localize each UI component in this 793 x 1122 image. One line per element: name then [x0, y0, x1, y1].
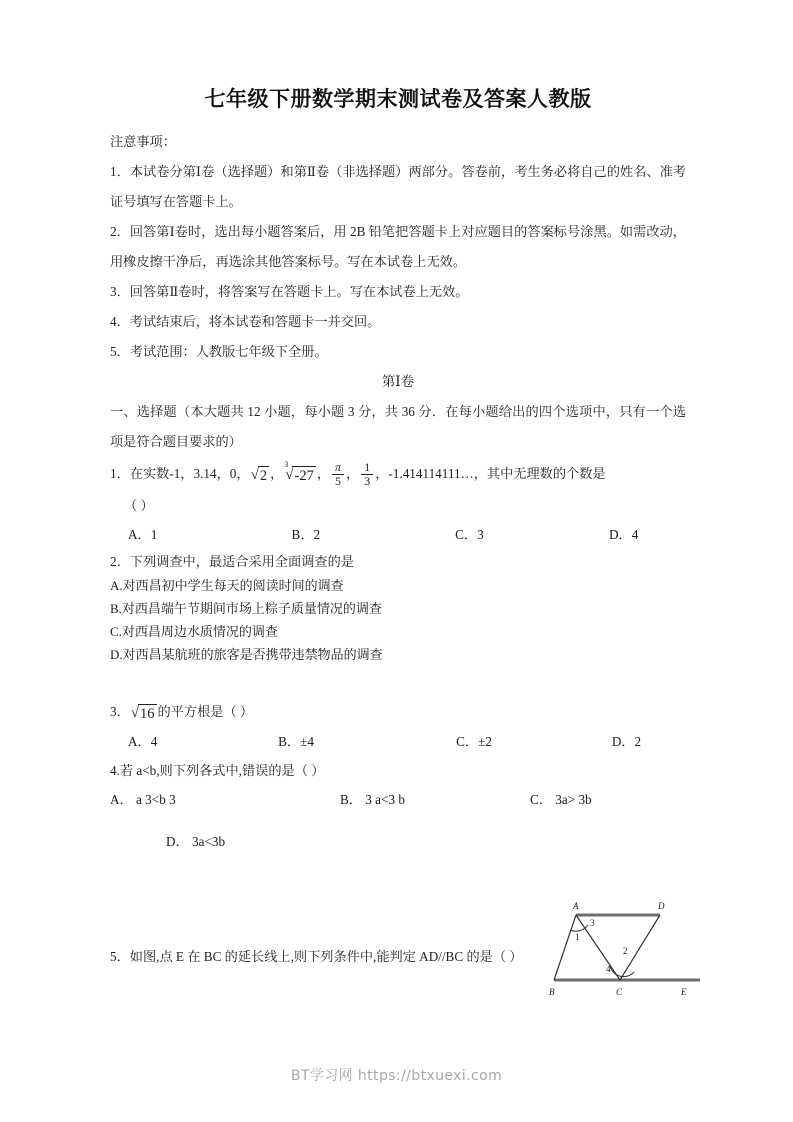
question-2-option-a[interactable]: A.对西昌初中学生每天的阅读时间的调查: [110, 578, 344, 594]
question-3-stem-suffix: 的平方根是（ ）: [157, 704, 254, 720]
question-1-sep-2: ，: [316, 466, 331, 482]
question-1-option-b[interactable]: B．2: [291, 527, 321, 543]
notice-item-5: 5．考试范围：人教版七年级下全册。: [110, 344, 328, 360]
question-1-options: [110, 521, 686, 549]
question-4-option-a[interactable]: A． a 3<b 3: [110, 792, 176, 808]
question-4-stem: [110, 756, 686, 785]
question-4-stem-text: 若 a<b,则下列各式中,错误的是（ ）: [119, 763, 325, 779]
sqrt-16: √ 16: [130, 704, 155, 722]
label-angle-4: 4: [606, 964, 611, 974]
question-1-stem-suffix: ，-1.414114111…，其中无理数的个数是: [375, 466, 606, 482]
question-2-stem-text: 下列调查中，最适合采用全面调查的是: [129, 554, 354, 570]
question-1-option-c[interactable]: C．3: [455, 527, 484, 543]
notice-item-3: 3．回答第Ⅱ卷时，将答案写在答题卡上。写在本试卷上无效。: [110, 284, 469, 300]
notice-item-1: 1．本试卷分第Ⅰ卷（选择题）和第Ⅱ卷（非选择题）两部分。答卷前，考生务必将自己的姓名、准考证号填写在答题卡上。: [110, 164, 686, 210]
question-1-stem-prefix: 在实数-1，3.14，0，: [129, 466, 250, 482]
footer-watermark: BT学习网 https://btxuexi.com: [290, 1068, 503, 1084]
question-1-sep-3: ，: [346, 466, 360, 482]
label-B: B: [549, 987, 555, 997]
question-5-number: 5．: [110, 948, 130, 964]
question-2-stem: [110, 549, 686, 574]
question-5-stem-text: 如图,点 E 在 BC 的延长线上,则下列条件中,能判定 AD//BC 的是（ ）: [129, 948, 523, 964]
section-heading-volume-1: 第Ⅰ卷: [381, 374, 415, 390]
cube-root-minus-27: 3 √ -27: [284, 459, 314, 484]
parallel-lines-svg: [548, 892, 710, 1000]
question-4-option-d[interactable]: D． 3a<3b: [166, 834, 226, 850]
question-1-number: 1．: [110, 466, 130, 482]
question-3-number: 3．: [110, 704, 130, 720]
question-1-option-a[interactable]: A．1: [128, 527, 158, 543]
label-angle-2: 2: [623, 946, 628, 956]
question-2-number: 2．: [110, 554, 130, 570]
question-2-option-c[interactable]: C.对西昌周边水质情况的调查: [110, 624, 278, 640]
page-title: 七年级下册数学期末测试卷及答案人教版: [204, 87, 592, 111]
question-4-options: [110, 785, 686, 815]
question-3-option-c[interactable]: C．±2: [456, 734, 492, 750]
question-2-options: [110, 574, 686, 666]
question-2-option-b[interactable]: B.对西昌端午节期间市场上粽子质量情况的调查: [110, 601, 382, 617]
question-3-options: [110, 728, 686, 756]
question-1-answer-blank: （ ）: [124, 498, 154, 514]
fraction-1-over-3: $\frac{1}{3}$: [361, 461, 373, 487]
question-1-sep-1: ，: [270, 466, 284, 482]
label-angle-1: 1: [575, 932, 580, 942]
label-C: C: [616, 987, 623, 997]
question-4-option-b[interactable]: B． 3 a<3 b: [340, 792, 405, 808]
question-3-option-b[interactable]: B．±4: [278, 734, 314, 750]
question-3-option-a[interactable]: A．4: [128, 734, 158, 750]
segment-AC: [576, 915, 620, 980]
fraction-pi-over-5: $\frac{\pi}{5}$: [332, 461, 344, 487]
question-4-option-c[interactable]: C． 3a> 3b: [530, 792, 592, 808]
question-2-option-d[interactable]: D.对西昌某航班的旅客是否携带违禁物品的调查: [110, 647, 383, 663]
question-1-stem: [110, 457, 686, 491]
label-angle-3: 3: [590, 918, 595, 928]
notice-item-4: 4．考试结束后，将本试卷和答题卡一并交回。: [110, 314, 381, 330]
label-D: D: [658, 901, 665, 911]
question-3-stem: [110, 696, 686, 728]
document-body: [110, 86, 686, 969]
question-3-option-d[interactable]: D．2: [611, 734, 642, 750]
section-intro-multiple-choice: 一、选择题（本大题共 12 小题，每小题 3 分，共 36 分．在每小题给出的四个选项中，只有一个选项是符合题目要求的）: [110, 404, 686, 450]
question-1-option-d[interactable]: D．4: [609, 527, 639, 543]
question-5-figure: [548, 892, 710, 1000]
notice-item-2: 2．回答第Ⅰ卷时，选出每小题答案后，用 2B 铅笔把答题卡上对应题目的答案标号涂黑。如需改动，用橡皮擦干净后，再选涂其他答案标号。写在本试卷上无效。: [110, 224, 686, 270]
notice-heading: 注意事项：: [110, 134, 176, 150]
segment-AB: [554, 915, 576, 980]
sqrt-2: √ 2: [250, 466, 268, 484]
label-E: E: [681, 987, 687, 997]
label-A: A: [573, 901, 579, 911]
question-4-number: 4.: [110, 763, 120, 779]
